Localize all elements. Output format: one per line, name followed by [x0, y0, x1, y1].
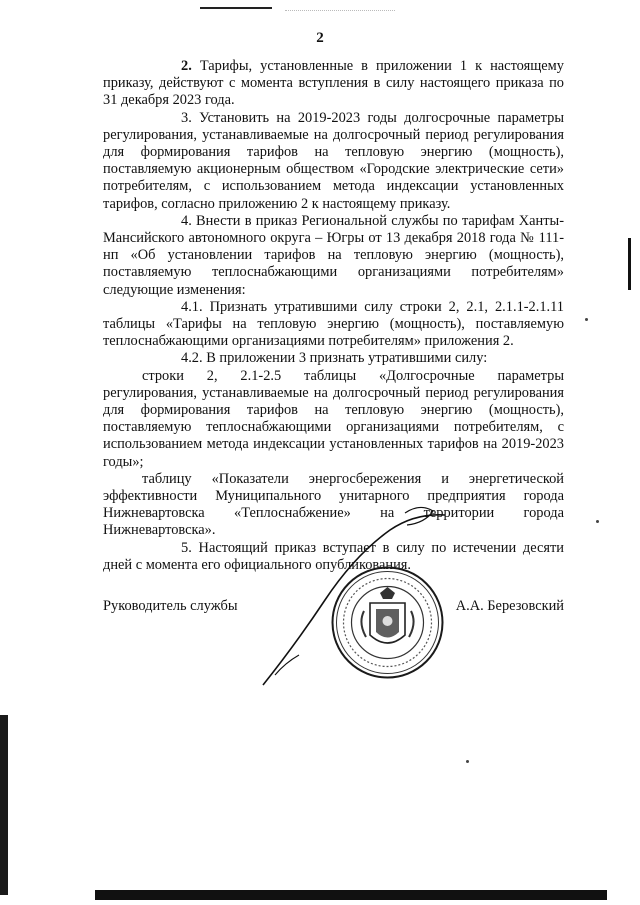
paragraph-4	[103, 213, 564, 299]
paragraph-text: Установить на 2019-2023 годы долгосрочные параметры регулирования, устанавливаемые на долгосрочный период регулирования для формирования тарифов на тепловую энергию (мощность), поставляемую акционерным обществом «Городские электрические сети» потребителям, с использованием метода индексации установленных тарифов, согласно приложению 2 к настоящему приказу.	[103, 109, 564, 212]
handwritten-signature	[255, 505, 455, 690]
paragraph-text: В приложении 3 признать утратившими силу:	[206, 350, 488, 367]
paragraph-text: Признать утратившими силу строки 2, 2.1, 2.1.1-2.1.11 таблицы «Тарифы на тепловую энергию (мощность), поставляемую теплоснабжающими организациями потребителям» приложения 2.	[103, 298, 564, 350]
scan-artifact-specks	[285, 10, 395, 17]
paragraph-number: 4.1.	[181, 298, 203, 315]
paragraph-number: 5.	[181, 539, 192, 556]
paragraph-text: строки 2, 2.1-2.5 таблицы «Долгосрочные параметры регулирования, устанавливаемые на долгосрочный период регулирования для формирования тарифов на тепловую энергию (мощность), поставляемую теплоснабжающими организациями потребителям, с использованием метода индексации установленных тарифов на 2019-2023 годы»;	[103, 367, 564, 470]
paragraph-rows-item	[103, 368, 564, 471]
paragraph-number: 2.	[181, 58, 192, 74]
paragraph-2	[103, 58, 564, 110]
document-body	[103, 58, 564, 574]
scan-artifact-left-bar	[0, 715, 8, 895]
scan-artifact-right-bar	[628, 238, 631, 290]
signatory-title: Руководитель службы	[103, 598, 238, 614]
paragraph-3	[103, 110, 564, 213]
paragraph-text: Внести в приказ Региональной службы по тарифам Ханты-Мансийского автономного округа – Югры от 13 декабря 2018 года № 111-нп «Об установлении тарифов на тепловую энергию (мощность), поставляемую теплоснабжающими организациями потребителям» следующие изменения:	[103, 212, 564, 298]
paragraph-number: 4.2.	[181, 350, 203, 367]
scan-artifact-bottom-bar	[95, 890, 607, 900]
signatory-name: А.А. Березовский	[455, 598, 564, 614]
paragraph-4-2	[103, 350, 564, 367]
scan-speck	[596, 520, 599, 523]
paragraph-number: 4.	[181, 212, 192, 229]
scan-speck	[466, 760, 469, 763]
scan-speck	[585, 318, 588, 321]
paragraph-number: 3.	[181, 109, 192, 126]
paragraph-text: Настоящий приказ вступает в силу по истечении десяти дней с момента его официального опубликования.	[103, 539, 564, 573]
paragraph-text: таблицу «Показатели энергосбережения и энергетической эффективности Муниципального унитарного предприятия города Нижневартовска «Теплоснабжение» на территории города Нижневартовска».	[103, 470, 564, 539]
page-number: 2	[316, 30, 324, 46]
paragraph-4-1	[103, 299, 564, 351]
paragraph-text: Тарифы, установленные в приложении 1 к настоящему приказу, действуют с момента вступления в силу настоящего приказа по 31 декабря 2023 года.	[103, 58, 564, 109]
scan-artifact-rule	[200, 7, 272, 9]
